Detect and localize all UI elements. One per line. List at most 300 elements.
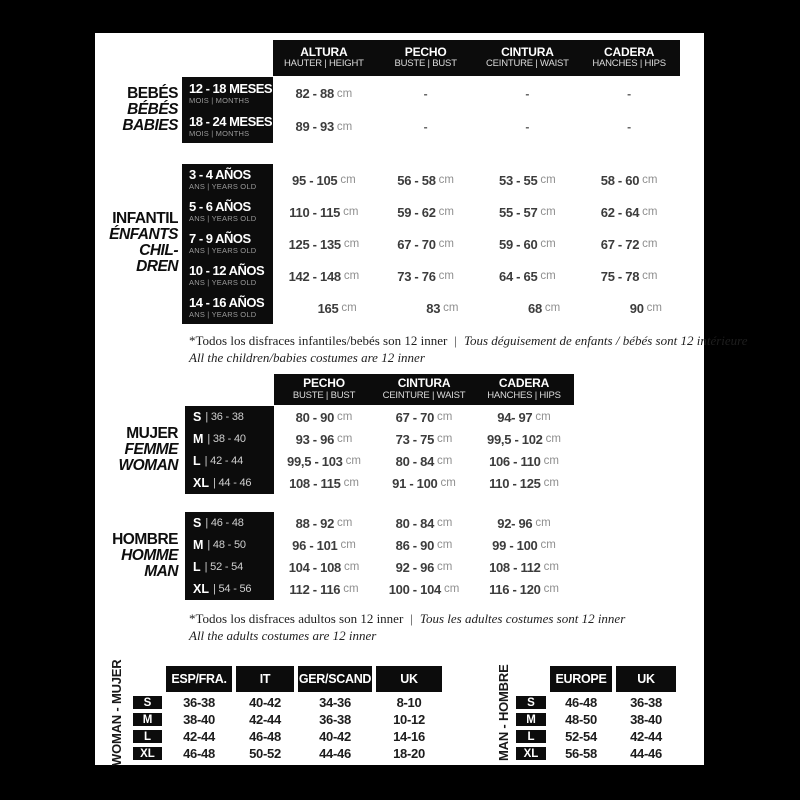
measurement-unit: cm: [343, 270, 360, 282]
conversion-column-header: [166, 666, 232, 692]
measurement-cell: [477, 228, 579, 260]
measurement-value: 91 - 100: [392, 475, 438, 491]
size-box: [133, 730, 162, 743]
measurement-unit: cm: [438, 206, 454, 218]
section-label-line: BABIES: [122, 117, 178, 134]
measurement-value: 67 - 70: [397, 236, 436, 252]
measurement-value: 96 - 101: [292, 537, 338, 553]
measurement-unit: cm: [642, 270, 658, 282]
size-box: [516, 747, 546, 760]
woman-conversion-table: [133, 666, 442, 760]
measurement-unit: cm: [535, 517, 551, 529]
measurement-cell: [375, 164, 477, 196]
conversion-value: 38-40: [183, 712, 215, 727]
size-letter: XL: [193, 582, 209, 596]
size-range: | 44 - 46: [212, 477, 252, 489]
measurement-cell: [273, 77, 375, 110]
measurement-value: 90: [629, 300, 644, 316]
measurement-unit: cm: [646, 302, 662, 314]
measurement-value: 80 - 84: [395, 515, 435, 531]
table-row: [274, 472, 574, 494]
size-range: | 42 - 44: [204, 455, 244, 467]
conversion-value-cell: [166, 730, 232, 743]
measurement-value: 106 - 110: [489, 453, 541, 469]
conversion-column-header: [550, 666, 612, 692]
section-label-line: HOMME: [121, 547, 178, 564]
age-unit-label: ANS | YEARS OLD: [189, 278, 257, 288]
measurement-cell: [374, 534, 474, 556]
adults-note-en: All the adults costumes are 12 inner: [189, 628, 377, 643]
size-letter: S: [193, 410, 202, 424]
conversion-value-cell: [166, 696, 232, 709]
conversion-value-cell: [298, 730, 372, 743]
measurement-unit: cm: [336, 87, 353, 100]
conversion-column-title: GER/SCAND: [298, 672, 372, 686]
measurement-unit: cm: [340, 174, 356, 186]
measurement-value: 92- 96: [497, 515, 533, 531]
measurement-cell: [374, 512, 474, 534]
conversion-value: 42-44: [249, 712, 281, 727]
measurement-cell: [273, 110, 375, 143]
conversion-column-header: [298, 666, 372, 692]
children-size-rows: [182, 164, 680, 324]
age-range: 14 - 16 AÑOS: [189, 295, 265, 311]
children-note-line1: [189, 332, 748, 349]
measurement-unit: cm: [337, 433, 353, 445]
section-label-line: FEMME: [124, 441, 178, 458]
size-letter: L: [193, 454, 201, 468]
age-range-box: [182, 196, 273, 228]
measurement-value: 108 - 112: [489, 559, 541, 575]
conversion-value-cell: [616, 713, 676, 726]
conversion-value-cell: [376, 713, 442, 726]
measurement-unit: cm: [337, 517, 353, 529]
conversion-value: 44-46: [319, 746, 351, 761]
measurement-unit: cm: [544, 302, 561, 314]
measurement-value: 58 - 60: [600, 172, 640, 188]
column-subtitle: HANCHES | HIPS: [592, 58, 666, 70]
measurement-value: 73 - 76: [397, 268, 436, 284]
age-range-box: [182, 228, 273, 260]
data-column: [273, 77, 680, 143]
column-title: PECHO: [404, 44, 447, 59]
measurement-value: 75 - 78: [600, 268, 640, 284]
conversion-value: 46-48: [183, 746, 215, 761]
measurement-cell: [273, 196, 375, 228]
measurement-value: 62 - 64: [600, 204, 640, 220]
measurement-unit: cm: [340, 539, 356, 551]
conversion-value: 10-12: [393, 712, 425, 727]
size-range-box: [185, 578, 274, 600]
conversion-value-cell: [298, 747, 372, 760]
adults-note-fr: Tous les adultes costumes sont 12 inner: [419, 611, 626, 626]
conversion-value: 48-50: [565, 712, 597, 727]
measurement-cell: [274, 450, 374, 472]
conversion-value-cell: [616, 747, 676, 760]
conversion-value: 38-40: [630, 712, 662, 727]
measurement-unit: cm: [540, 174, 556, 186]
measurement-cell: [274, 472, 374, 494]
measurement-cell: [374, 578, 474, 600]
measurement-cell: [474, 450, 574, 472]
column-title: PECHO: [303, 376, 345, 391]
measurement-value: 110 - 125: [489, 475, 541, 491]
measurement-cell: [273, 260, 375, 292]
conversion-value: 46-48: [565, 695, 597, 710]
measurement-cell: [274, 512, 374, 534]
table-row: [274, 406, 574, 428]
measurement-cell: [374, 450, 474, 472]
age-unit-label: ANS | YEARS OLD: [189, 182, 257, 192]
age-range: 7 - 9 AÑOS: [189, 231, 251, 247]
conversion-value-cell: [298, 696, 372, 709]
measurement-unit: cm: [438, 174, 454, 186]
table-corner: [133, 666, 162, 692]
measurement-value: 80 - 84: [395, 453, 435, 469]
measurement-unit: cm: [535, 411, 551, 423]
measurement-unit: cm: [341, 302, 357, 314]
size-range: | 36 - 38: [205, 411, 244, 423]
column-subtitle: BUSTE | BUST: [292, 389, 356, 401]
conversion-value: 40-42: [249, 695, 281, 710]
size-letter: XL: [193, 476, 209, 490]
measurement-value: 67 - 72: [600, 236, 640, 252]
conversion-value: 56-58: [565, 746, 597, 761]
column-title: CADERA: [604, 44, 655, 59]
measurement-unit: cm: [545, 433, 561, 445]
conversion-value: 34-36: [319, 695, 351, 710]
measurement-cell: [273, 292, 375, 324]
age-range: 10 - 12 AÑOS: [189, 263, 265, 279]
size-range-box: [185, 450, 274, 472]
measurement-cell: [374, 556, 474, 578]
age-label-column: [182, 77, 273, 143]
measurement-cell: [375, 228, 477, 260]
measurement-cell: [374, 472, 474, 494]
measurement-unit: cm: [337, 411, 353, 423]
age-unit-label: ANS | YEARS OLD: [189, 246, 257, 256]
conversion-value: 14-16: [393, 729, 425, 744]
conversion-value-cell: [236, 713, 294, 726]
measurement-unit: cm: [437, 455, 453, 467]
age-range-box: [182, 77, 273, 110]
table-row: [274, 578, 574, 600]
size-range-box: [185, 534, 274, 556]
table-row: [273, 110, 680, 143]
table-row: [273, 77, 680, 110]
measurement-cell: [375, 77, 477, 110]
empty-value: -: [423, 86, 428, 101]
size-chart-panel: [95, 33, 748, 767]
conversion-value: 36-38: [319, 712, 351, 727]
measurement-cell: [375, 196, 477, 228]
measurement-unit: cm: [343, 238, 360, 250]
conversion-value-cell: [616, 730, 676, 743]
table-row: [274, 534, 574, 556]
measurement-value: 100 - 104: [388, 581, 441, 597]
measurement-value: 125 - 135: [288, 236, 341, 252]
conversion-value: 36-38: [183, 695, 215, 710]
measurement-unit: cm: [343, 206, 359, 218]
column-title: CINTURA: [397, 376, 451, 391]
conversion-column-title: ESP/FRA.: [171, 672, 227, 686]
size-letter: M: [193, 538, 204, 552]
measurement-value: 95 - 105: [292, 172, 338, 188]
measurement-cell: [474, 534, 574, 556]
table-row: [273, 260, 680, 292]
measurement-cell: [474, 578, 574, 600]
size-letter: XL: [523, 747, 539, 760]
table-row: [274, 556, 574, 578]
table-row: [274, 428, 574, 450]
measurement-unit: cm: [438, 238, 454, 250]
measurement-cell: [274, 534, 374, 556]
column-header: [477, 40, 579, 76]
column-header: [274, 374, 374, 405]
conversion-value-cell: [376, 696, 442, 709]
measurement-unit: cm: [343, 477, 359, 489]
measurement-unit: cm: [540, 270, 556, 282]
conversion-value-cell: [298, 713, 372, 726]
conversion-column-header: [376, 666, 442, 692]
note-separator: |: [454, 333, 457, 348]
size-letter: M: [526, 713, 536, 726]
measurement-value: 83: [426, 300, 441, 316]
size-range: | 54 - 56: [212, 583, 252, 595]
conversion-value-cell: [376, 747, 442, 760]
size-letter: M: [193, 432, 204, 446]
measurement-cell: [477, 260, 579, 292]
measurement-unit: cm: [543, 455, 559, 467]
measurement-unit: cm: [543, 561, 559, 573]
measurement-value: 68: [528, 300, 542, 316]
age-range-box: [182, 292, 273, 324]
age-unit-label: MOIS | MONTHS: [189, 95, 250, 105]
size-box: [516, 730, 546, 743]
age-unit-label: ANS | YEARS OLD: [189, 310, 257, 320]
measurement-cell: [578, 110, 680, 143]
children-note: [189, 332, 748, 366]
size-label-column: [185, 406, 274, 494]
section-label-line: BÉBÉS: [127, 101, 178, 118]
section-label-line: WOMAN: [118, 457, 178, 474]
note-separator: |: [410, 611, 413, 626]
empty-value: -: [423, 119, 428, 134]
table-row: [274, 450, 574, 472]
measurement-cell: [375, 110, 477, 143]
section-label-line: DREN: [136, 258, 178, 275]
measurement-value: 88 - 92: [295, 515, 335, 531]
measurement-cell: [578, 164, 680, 196]
conversion-column-title: UK: [400, 672, 418, 686]
babies-size-rows: [182, 77, 680, 143]
measurement-cell: [578, 77, 680, 110]
conversion-value-cell: [550, 747, 612, 760]
section-label-line: HOMBRE: [112, 531, 178, 548]
age-range-box: [182, 110, 273, 143]
adults-note-es: *Todos los disfraces adultos son 12 inner: [189, 611, 404, 626]
measurement-unit: cm: [336, 120, 353, 133]
measurement-value: 73 - 75: [395, 431, 435, 447]
measurement-cell: [477, 110, 579, 143]
conversion-value: 40-42: [319, 729, 351, 744]
measurement-value: 67 - 70: [395, 409, 435, 425]
measurement-value: 110 - 115: [289, 204, 341, 220]
measurement-unit: cm: [642, 174, 658, 186]
conversion-value-cell: [616, 696, 676, 709]
conversion-value-cell: [550, 730, 612, 743]
measurement-unit: cm: [443, 302, 459, 314]
measurement-value: 53 - 55: [499, 172, 538, 188]
column-subtitle: BUSTE | BUST: [394, 58, 457, 70]
measurement-value: 142 - 148: [288, 268, 341, 284]
section-label-line: MAN: [144, 563, 178, 580]
conversion-value-cell: [236, 696, 294, 709]
column-title: ALTURA: [300, 44, 348, 59]
measurement-value: 99,5 - 102: [487, 431, 543, 447]
age-unit-label: MOIS | MONTHS: [189, 128, 250, 138]
conversion-value-cell: [166, 747, 232, 760]
age-range: 5 - 6 AÑOS: [189, 199, 251, 215]
conversion-value-cell: [236, 730, 294, 743]
measurement-cell: [474, 428, 574, 450]
data-column: [274, 406, 574, 494]
conversion-column-title: UK: [637, 672, 655, 686]
data-column: [274, 512, 574, 600]
conversion-column-title: EUROPE: [555, 672, 607, 686]
conversion-column-header: [236, 666, 294, 692]
age-range: 12 - 18 MESES: [189, 80, 273, 96]
size-range-box: [185, 428, 274, 450]
column-header: [374, 374, 474, 405]
measurement-unit: cm: [543, 583, 559, 595]
measurement-value: 82 - 88: [295, 86, 334, 101]
men-size-rows: [185, 512, 574, 600]
conversion-value: 46-48: [249, 729, 281, 744]
size-range-box: [185, 556, 274, 578]
conversion-value: 52-54: [565, 729, 597, 744]
column-subtitle: HANCHES | HIPS: [487, 389, 561, 401]
measurement-cell: [474, 556, 574, 578]
man-conversion-table: [516, 666, 676, 760]
measurement-value: 99,5 - 103: [287, 453, 343, 469]
column-title: CADERA: [498, 376, 550, 391]
conversion-column-title: IT: [259, 672, 271, 686]
size-range-box: [185, 512, 274, 534]
measurement-unit: cm: [437, 517, 453, 529]
measurement-value: 92 - 96: [395, 559, 435, 575]
table-corner: [516, 666, 546, 692]
measurement-value: 86 - 90: [395, 537, 435, 553]
table-row: [273, 292, 680, 324]
measurement-unit: cm: [438, 270, 454, 282]
measurement-unit: cm: [440, 477, 456, 489]
measurement-cell: [578, 260, 680, 292]
section-label-line: INFANTIL: [112, 210, 178, 227]
empty-value: -: [525, 86, 530, 101]
size-range: | 46 - 48: [205, 517, 244, 529]
conversion-column-header: [616, 666, 676, 692]
size-letter: L: [143, 730, 152, 743]
conversion-value-cell: [376, 730, 442, 743]
measurement-unit: cm: [642, 206, 658, 218]
conversion-value-cell: [550, 713, 612, 726]
measurement-cell: [474, 406, 574, 428]
babies-section-label: [122, 86, 178, 134]
column-subtitle: CEINTURE | WAIST: [382, 389, 466, 401]
empty-value: -: [525, 119, 530, 134]
measurement-unit: cm: [343, 583, 359, 595]
measure-table-header: [273, 40, 680, 76]
conversion-value: 50-52: [249, 746, 281, 761]
conversion-value: 44-46: [630, 746, 662, 761]
man-hombre-vertical-label: MAN - HOMBRE: [496, 664, 511, 762]
age-label-column: [182, 164, 273, 324]
data-column: [273, 164, 680, 324]
measurement-value: 80 - 90: [295, 409, 335, 425]
section-label-line: ÉNFANTS: [109, 226, 178, 243]
size-box: [133, 713, 162, 726]
measurement-unit: cm: [437, 433, 453, 445]
children-section-label: [109, 211, 178, 275]
table-row: [273, 196, 680, 228]
measurement-value: 56 - 58: [397, 172, 436, 188]
children-note-en: All the children/babies costumes are 12 inner: [189, 350, 425, 365]
size-label-column: [185, 512, 274, 600]
measurement-value: 55 - 57: [499, 204, 538, 220]
measurement-value: 93 - 96: [295, 431, 335, 447]
size-letter: XL: [140, 747, 155, 760]
age-range-box: [182, 260, 273, 292]
measurement-value: 108 - 115: [289, 475, 341, 491]
measurement-cell: [477, 164, 579, 196]
age-range-box: [182, 164, 273, 196]
measurement-unit: cm: [540, 238, 556, 250]
measurement-cell: [374, 428, 474, 450]
conversion-value: 8-10: [396, 695, 422, 710]
men-section-label: [112, 532, 178, 580]
table-row: [273, 164, 680, 196]
section-label-line: BEBÉS: [127, 85, 178, 102]
measurement-cell: [375, 260, 477, 292]
size-range: | 48 - 50: [207, 539, 246, 551]
column-header: [474, 374, 574, 405]
measurement-cell: [273, 164, 375, 196]
measurement-unit: cm: [443, 583, 460, 595]
conversion-value: 36-38: [630, 695, 662, 710]
woman-mujer-vertical-label: WOMAN - MUJER: [109, 659, 124, 767]
age-unit-label: ANS | YEARS OLD: [189, 214, 257, 224]
measurement-value: 116 - 120: [489, 581, 541, 597]
measurement-cell: [578, 292, 680, 324]
measurement-cell: [375, 292, 477, 324]
size-box: [133, 696, 162, 709]
measurement-unit: cm: [345, 455, 361, 467]
women-size-rows: [185, 406, 574, 494]
conversion-value-cell: [550, 696, 612, 709]
size-letter: L: [527, 730, 535, 743]
measurement-cell: [474, 512, 574, 534]
size-letter: L: [193, 560, 201, 574]
measurement-unit: cm: [343, 561, 360, 573]
measurement-value: 94- 97: [497, 409, 533, 425]
measurement-value: 99 - 100: [492, 537, 538, 553]
measurement-value: 64 - 65: [499, 268, 538, 284]
table-row: [273, 228, 680, 260]
measurement-cell: [578, 228, 680, 260]
size-range-box: [185, 472, 274, 494]
measurement-unit: cm: [437, 539, 453, 551]
